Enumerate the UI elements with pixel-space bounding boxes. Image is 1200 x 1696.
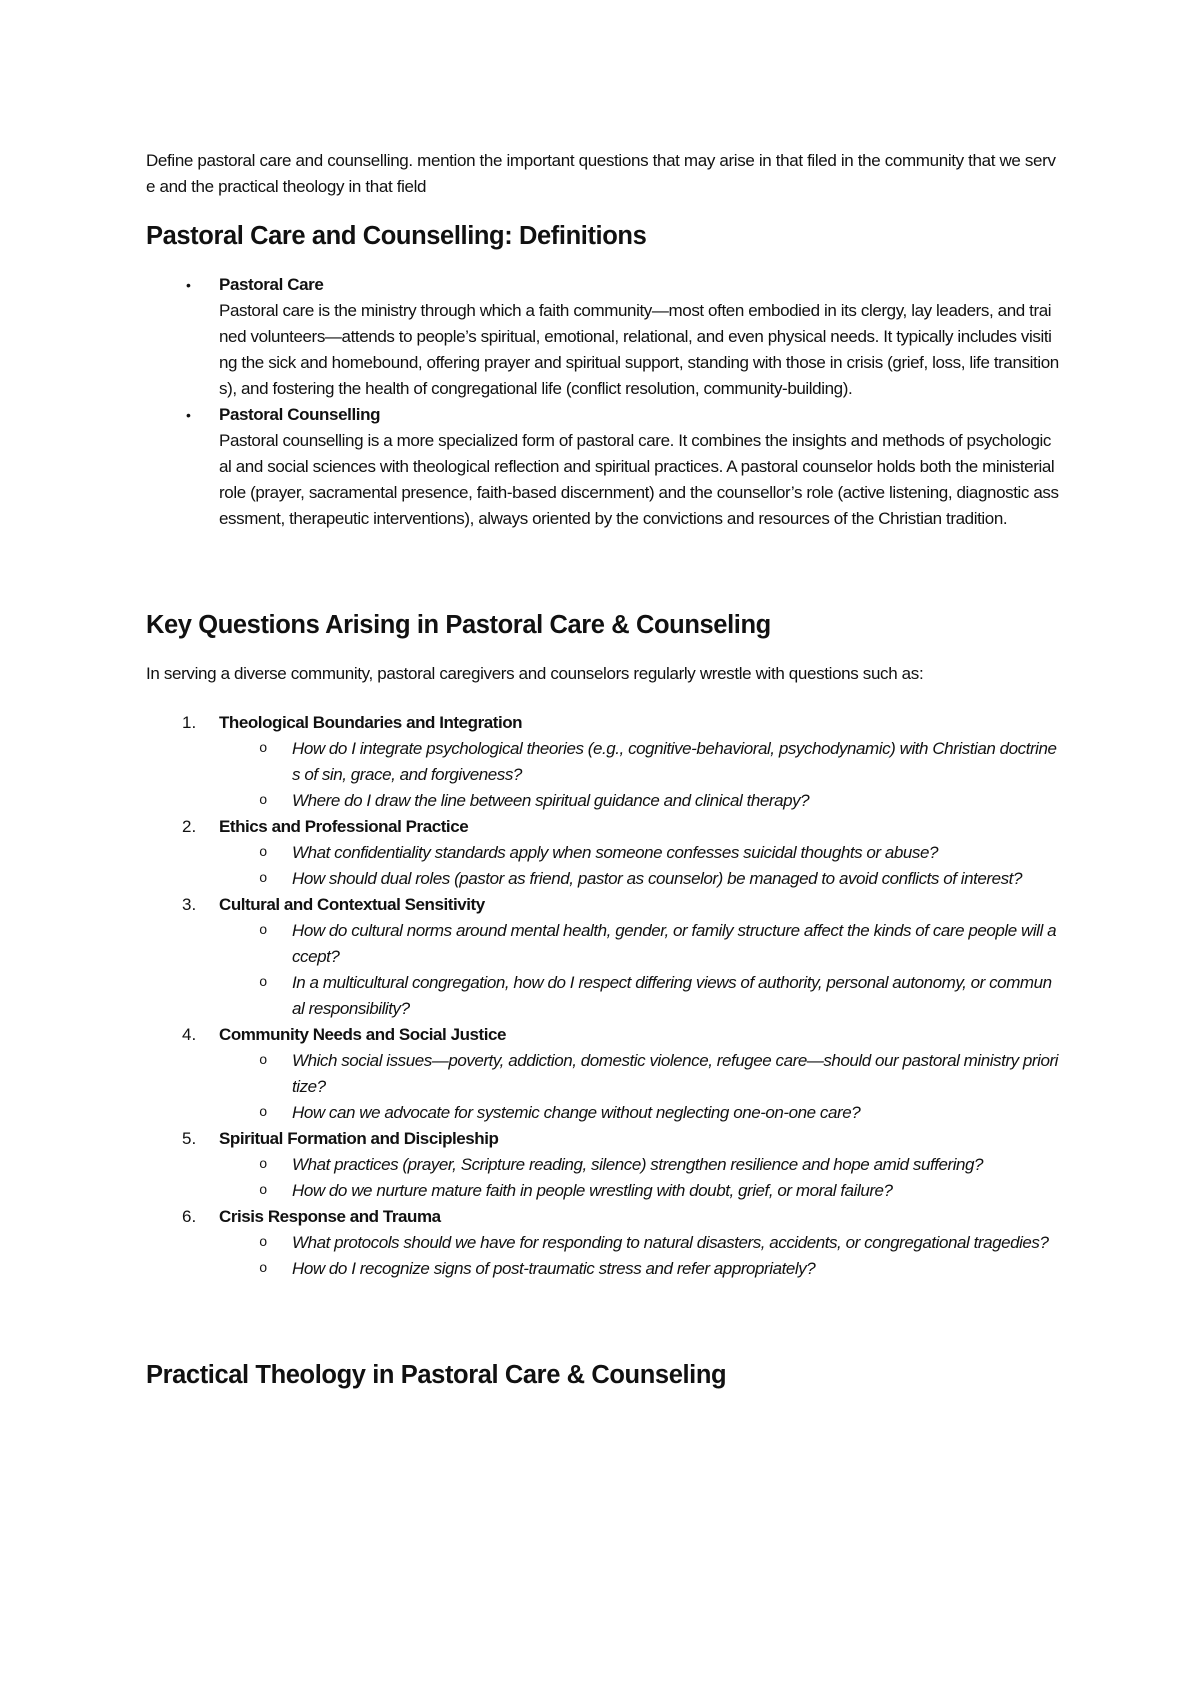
- question-text: How do I recognize signs of post-traumatic stress and refer appropriately?: [292, 1259, 816, 1278]
- key-questions-heading: Key Questions Arising in Pastoral Care & Counseling: [146, 611, 771, 639]
- question-item: [219, 1256, 1060, 1282]
- definition-title: Pastoral Counselling: [219, 405, 381, 424]
- question-group: [146, 1204, 1060, 1282]
- circle-bullet-icon: o: [259, 1183, 267, 1199]
- question-group-title: Crisis Response and Trauma: [219, 1207, 441, 1226]
- question-text: What confidentiality standards apply when someone confesses suicidal thoughts or abuse?: [292, 843, 938, 862]
- question-sublist: [219, 1230, 1060, 1282]
- bullet-icon: •: [186, 407, 191, 423]
- question-text: How can we advocate for systemic change without neglecting one-on-one care?: [292, 1103, 861, 1122]
- circle-bullet-icon: o: [259, 1105, 267, 1121]
- question-text: How do cultural norms around mental health, gender, or family structure affect the kinds of care people will accept?: [292, 921, 1057, 966]
- key-questions-list: [146, 710, 1060, 1282]
- question-text: What protocols should we have for responding to natural disasters, accidents, or congregational tragedies?: [292, 1233, 1049, 1252]
- circle-bullet-icon: o: [259, 741, 267, 757]
- question-group: [146, 892, 1060, 1022]
- key-questions-intro: In serving a diverse community, pastoral caregivers and counselors regularly wrestle with questions such as:: [146, 664, 924, 683]
- bullet-icon: •: [186, 277, 191, 293]
- definition-body: Pastoral care is the ministry through which a faith community—most often embodied in its clergy, lay leaders, and trained volunteers—attends to people’s spiritual, emotional, relational, and even physical needs. It typically includes visiting the sick and homebound, offering prayer and spiritual support, standing with those in crisis (grief, loss, life transitions), and fostering the health of congregational life (conflict resolution, community-building).: [219, 301, 1059, 398]
- practical-theology-heading: Practical Theology in Pastoral Care & Counseling: [146, 1361, 727, 1389]
- circle-bullet-icon: o: [259, 1261, 267, 1277]
- question-text: Where do I draw the line between spiritual guidance and clinical therapy?: [292, 791, 810, 810]
- question-text: Which social issues—poverty, addiction, domestic violence, refugee care—should our pastoral ministry prioritize?: [292, 1051, 1058, 1096]
- question-sublist: [219, 736, 1060, 814]
- definition-pastoral-counselling: [146, 402, 1060, 532]
- question-group-title: Ethics and Professional Practice: [219, 817, 469, 836]
- definition-title: Pastoral Care: [219, 275, 324, 294]
- list-number: 6.: [182, 1207, 197, 1226]
- definitions-list: [146, 272, 1060, 532]
- question-item: [219, 1152, 1060, 1178]
- list-number: 4.: [182, 1025, 197, 1044]
- question-item: [219, 736, 1060, 788]
- question-group: [146, 1126, 1060, 1204]
- definition-pastoral-care: [146, 272, 1060, 402]
- question-group: [146, 814, 1060, 892]
- intro-paragraph: Define pastoral care and counselling. mention the important questions that may arise in that filed in the community that we serve and the practical theology in that field: [146, 151, 1056, 196]
- question-item: [219, 918, 1060, 970]
- circle-bullet-icon: o: [259, 975, 267, 991]
- question-item: [219, 1230, 1060, 1256]
- question-text: What practices (prayer, Scripture reading, silence) strengthen resilience and hope amid suffering?: [292, 1155, 984, 1174]
- question-text: How do I integrate psychological theories (e.g., cognitive-behavioral, psychodynamic) with Christian doctrines of sin, grace, and forgiveness?: [292, 739, 1057, 784]
- question-group: [146, 710, 1060, 814]
- circle-bullet-icon: o: [259, 871, 267, 887]
- list-number: 5.: [182, 1129, 197, 1148]
- question-item: [219, 1100, 1060, 1126]
- question-sublist: [219, 918, 1060, 1022]
- question-group-title: Cultural and Contextual Sensitivity: [219, 895, 485, 914]
- question-item: [219, 1178, 1060, 1204]
- question-group-title: Spiritual Formation and Discipleship: [219, 1129, 499, 1148]
- question-item: [219, 788, 1060, 814]
- question-item: [219, 1048, 1060, 1100]
- question-text: How should dual roles (pastor as friend, pastor as counselor) be managed to avoid conflicts of interest?: [292, 869, 1022, 888]
- definitions-heading: Pastoral Care and Counselling: Definitions: [146, 222, 647, 250]
- list-number: 3.: [182, 895, 197, 914]
- question-group: [146, 1022, 1060, 1126]
- question-group-title: Theological Boundaries and Integration: [219, 713, 523, 732]
- circle-bullet-icon: o: [259, 1053, 267, 1069]
- list-number: 1.: [182, 713, 197, 732]
- question-sublist: [219, 1048, 1060, 1126]
- circle-bullet-icon: o: [259, 793, 267, 809]
- question-sublist: [219, 1152, 1060, 1204]
- circle-bullet-icon: o: [259, 1157, 267, 1173]
- document-content: [146, 148, 1060, 1388]
- question-item: [219, 970, 1060, 1022]
- question-sublist: [219, 840, 1060, 892]
- circle-bullet-icon: o: [259, 845, 267, 861]
- question-text: In a multicultural congregation, how do I respect differing views of authority, personal autonomy, or communal responsibility?: [292, 973, 1052, 1018]
- question-text: How do we nurture mature faith in people wrestling with doubt, grief, or moral failure?: [292, 1181, 893, 1200]
- list-number: 2.: [182, 817, 197, 836]
- circle-bullet-icon: o: [259, 1235, 267, 1251]
- circle-bullet-icon: o: [259, 923, 267, 939]
- definition-body: Pastoral counselling is a more specialized form of pastoral care. It combines the insights and methods of psychological and social sciences with theological reflection and spiritual practices. A pastoral counselor holds both the ministerial role (prayer, sacramental presence, faith-based discernment) and the counsellor’s role (active listening, diagnostic assessment, therapeutic interventions), always oriented by the convictions and resources of the Christian tradition.: [219, 431, 1059, 528]
- question-item: [219, 866, 1060, 892]
- question-group-title: Community Needs and Social Justice: [219, 1025, 507, 1044]
- question-item: [219, 840, 1060, 866]
